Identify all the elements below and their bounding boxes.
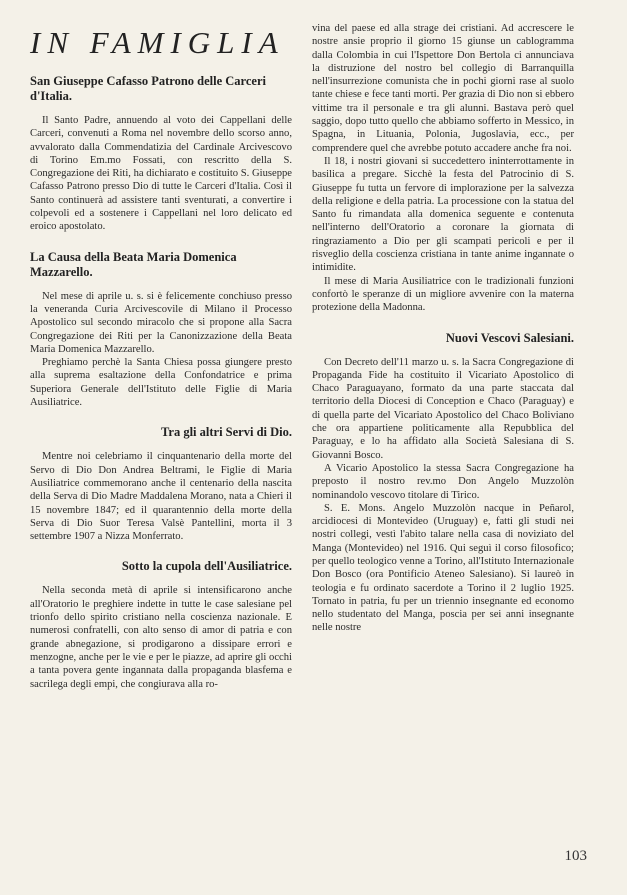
paragraph: Con Decreto dell'11 marzo u. s. la Sacra Congregazione di Propaganda Fide ha costituito il Vicariato Apostolico di Chaco Paraguayano, formato da una parte staccata dal territorio della Diocesi di Conception e Chaco (Paraguay) e di quella parte del Vicariato Apostolico del Chaco Boliviano che ora appartiene politicamente alla Repubblica del Paraguay, e lo ha affidato alla Società Salesiana di S. Giovanni Bosco. [312,356,574,461]
page-number: 103 [564,848,587,864]
section-servi-di-dio [30,425,292,543]
masthead-title: IN FAMIGLIA [30,25,285,60]
section-title: La Causa della Beata Maria Domenica Mazzarello. [30,249,237,279]
paragraph: vina del paese ed alla strage dei cristiani. Ad accrescere le nostre ansie proprio il giorno 15 giunse un cablogramma dalla Colombia in cui l'Ispettore Don Bertola ci annunciava la distruzione del nostro bel collegio di Barranquilla nell'insurrezione comunista che in pochi giorni rase al suolo tante chiese e fece tanti morti. Per grazia di Dio non si ebbero vittime tra il personale e tra gli alunni. Bastava però quel saggio, dopo tutto quello che abbiamo sofferto in Messico, in Spagna, in Lituania, Polonia, Jugoslavia, ecc., per comprendere quel che avrebbe potuto accadere anche fra noi. [312,23,574,154]
left-column [30,22,292,707]
paragraph: Il mese di Maria Ausiliatrice con le tradizionali funzioni confortò le speranze di un migliore avvenire con la materna protezione della Madonna. [312,275,574,314]
continuation [312,22,574,315]
section-vescovi [312,331,574,635]
paragraph: Preghiamo perchè la Santa Chiesa possa giungere presto alla suprema esaltazione della Confondatrice e prima Superiora Generale dell'Istituto delle Figlie di Maria Ausiliatrice. [30,357,292,409]
paragraph: Nella seconda metà di aprile si intensificarono anche all'Oratorio le preghiere indette in tutte le case salesiane pel trionfo dello spirito cristiano nella coscienza nazionale. E numerosi confratelli, con alto senso di amor di patria e con grande abnegazione, si prodigarono a dissipare errori e menzogne, anche per le vie e per le piazze, ad aprire gli occhi a tanta povera gente ingannata dalla propaganda blasfema e sacrilega degli empi, che congiurava alla ro- [30,585,292,690]
section-title: Tra gli altri Servi di Dio. [160,425,292,440]
section-title: Nuovi Vescovi Salesiani. [445,330,574,345]
paragraph: Il Santo Padre, annuendo al voto dei Cappellani delle Carceri, convenuti a Roma nel novembre dello scorso anno, avvalorato dalla Commendatizia del Cardinale Arcivescovo di Torino Em.mo Fossati, con rescritto della S. Congregazione dei Riti, ha dichiarato e costituito S. Giuseppe Cafasso Patrono presso Dio di tutte le Carceri d'Italia. Così il Santo continuerà ad assistere tanti sventurati, a convertire i colpevoli ed a sostenere i Cappellani nel loro delicato ed eroico apostolato. [30,115,292,233]
paragraph: Mentre noi celebriamo il cinquantenario della morte del Servo di Dio Don Andrea Beltrami, le Figlie di Maria Ausiliatrice commemorano anche il centenario della nascita della Serva di Dio Madre Maddalena Morano, nata a Chieri il 15 novembre 1847; ed il quarantennio della morte della Serva di Dio Suor Teresa Valsè Pantellini, morta il 3 settembre 1907 a Nizza Monferrato. [30,451,292,543]
paragraph: Nel mese di aprile u. s. si è felicemente conchiuso presso la veneranda Curia Arcivescovile di Milano il Processo Apostolico sul secondo miracolo che si propone alla Sacra Congregazione dei Riti per la Canonizzazione della Beata Maria Domenica Mazzarello. [30,290,292,355]
paragraph: S. E. Mons. Angelo Muzzolòn nacque in Peñarol, arcidiocesi di Montevideo (Uruguay) e, fatti gli studi nei nostri collegi, vestì l'abito talare nella casa di noviziato del Manga (Montevideo) nel 1916. Qui seguì il corso filosofico; per quello teologico venne a Torino, all'Istituto Internazionale Don Bosco (ora Pontificio Ateneo Salesiano). Si laureò in teologia e fu ordinato sacerdote a Torino il 2 luglio 1925. Tornato in patria, fu per un triennio insegnante ed economo nello studentato del Manga, poscia per sei anni insegnante nelle nostre [312,502,574,634]
section-title: Sotto la cupola dell'Ausiliatrice. [121,559,292,574]
paragraph: Il 18, i nostri giovani si succedettero ininterrottamente in basilica a pregare. Sicchè la festa del Patrocinio di S. Giuseppe fu tutta un fervore di implorazione per la salvezza della religione e della patria. La processione con la statua del Santo fu rimandata alla domenica seguente e contenuta nell'interno dell'Oratorio a coronare la giornata di ringraziamento a Dio per gli scampati pericoli e per il risveglio della coscienza cristiana in tante anime ingannate o intimidite. [312,155,574,274]
section-cupola [30,559,292,690]
section-mazzarello [30,250,292,410]
right-column [312,22,574,651]
paragraph: A Vicario Apostolico la stessa Sacra Congregazione ha preposto il nostro rev.mo Don Angelo Muzzolòn nominandolo vescovo titolare di Tirico. [312,462,574,501]
section-cafasso [30,74,292,234]
section-title: San Giuseppe Cafasso Patrono delle Carceri d'Italia. [30,74,266,103]
